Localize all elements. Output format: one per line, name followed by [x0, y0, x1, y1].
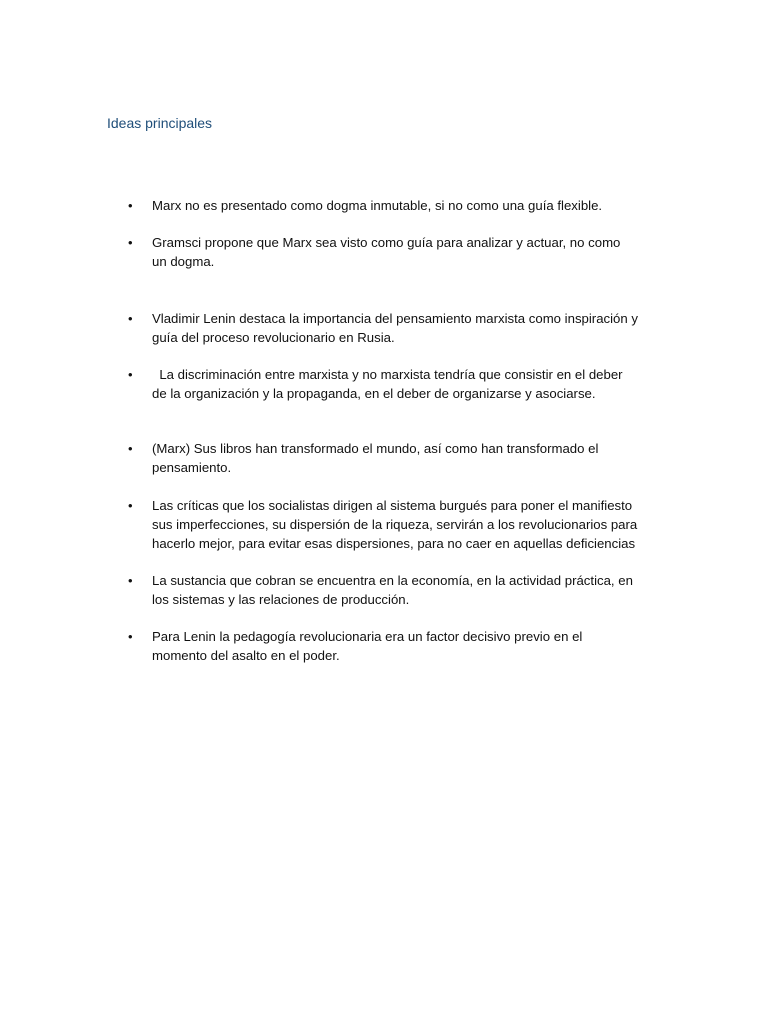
document-heading: Ideas principales [107, 115, 213, 131]
list-item-text: Para Lenin la pedagogía revolucionaria era un factor decisivo previo en el momento del asalto en el poder. [152, 629, 583, 663]
list-item-text: (Marx) Sus libros han transformado el mundo, así como han transformado el pensamiento. [152, 441, 599, 475]
list-item-text: Gramsci propone que Marx sea visto como guía para analizar y actuar, no como un dogma. [152, 235, 621, 269]
bullet-icon: • [128, 629, 133, 644]
bullet-icon: • [128, 311, 133, 326]
list-item-text: Las críticas que los socialistas dirigen al sistema burgués para poner el manifiesto sus imperfecciones, su dispersión de la riqueza, servirán a los revolucionarios para hacerlo mejor, para evitar esas dispersiones, para no caer en aquellas deficiencias [152, 498, 638, 551]
list-item [128, 496, 664, 553]
bullet-icon: • [128, 198, 133, 213]
list-item [128, 627, 664, 665]
list-item [128, 571, 664, 609]
bullet-icon: • [128, 441, 133, 456]
bullet-icon: • [128, 498, 133, 513]
list-item [128, 439, 664, 477]
list-item-text: Vladimir Lenin destaca la importancia del pensamiento marxista como inspiración y guía del proceso revolucionario en Rusia. [152, 311, 638, 345]
bullet-icon: • [128, 573, 133, 588]
list-item [128, 309, 664, 347]
list-item-text: Marx no es presentado como dogma inmutable, si no como una guía flexible. [152, 198, 603, 213]
list-item [128, 196, 664, 215]
list-item [128, 365, 664, 403]
bullet-icon: • [128, 235, 133, 250]
list-item-text: La discriminación entre marxista y no marxista tendría que consistir en el deber de la organización y la propaganda, en el deber de organizarse y asociarse. [152, 367, 623, 401]
bullet-icon: • [128, 367, 133, 382]
list-item-text: La sustancia que cobran se encuentra en la economía, en la actividad práctica, en los sistemas y las relaciones de producción. [152, 573, 633, 607]
list-item [128, 233, 664, 271]
